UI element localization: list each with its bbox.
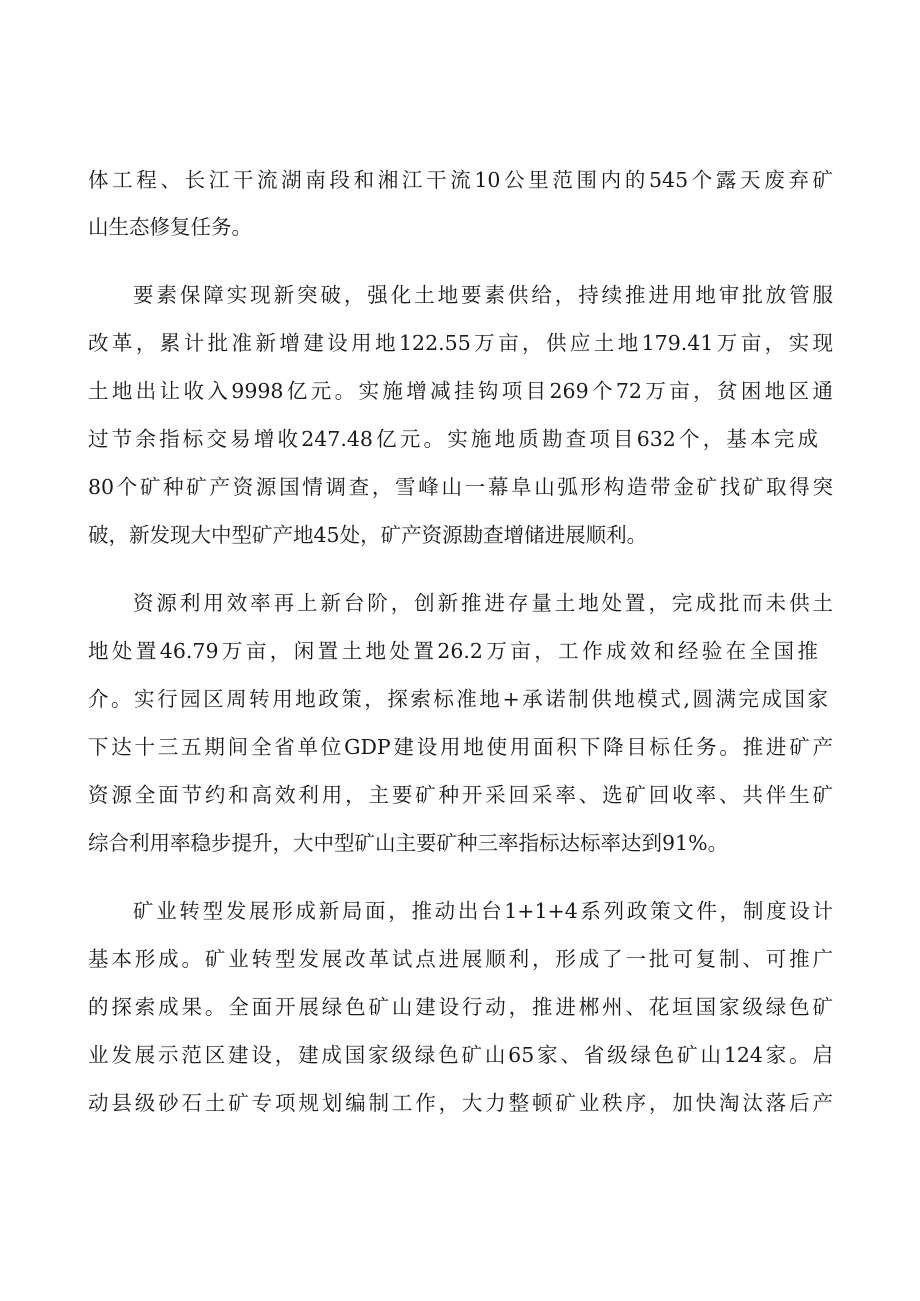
text-line-6: 过节余指标交易增收247.48亿元。实施地质勘查项目632个，基本完成 [88, 427, 818, 451]
text-line-11: 介。实行园区周转用地政策，探索标准地+承诺制供地模式,圆满完成国家 [88, 687, 828, 711]
text-line-18: 业发展示范区建设，建成国家级绿色矿山65家、省级绿色矿山124家。启 [88, 1043, 833, 1067]
text-line-3: 要素保障实现新突破，强化土地要素供给，持续推进用地审批放管服 [133, 283, 833, 307]
text-line-2: 山生态修复任务。 [88, 215, 252, 239]
text-line-9: 资源利用效率再上新台阶，创新推进存量土地处置，完成批而未供土 [133, 591, 833, 615]
text-line-14: 综合利用率稳步提升，大中型矿山主要矿种三率指标达标率达到91%。 [88, 831, 729, 855]
text-line-16: 基本形成。矿业转型发展改革试点进展顺利，形成了一批可复制、可推广 [88, 947, 833, 971]
text-line-1: 体工程、长江干流湖南段和湘江干流10公里范围内的545个露天废弃矿 [88, 168, 833, 192]
text-line-5: 土地出让收入9998亿元。实施增减挂钩项目269个72万亩，贫困地区通 [88, 379, 833, 403]
text-line-8: 破，新发现大中型矿产地45处，矿产资源勘查增储进展顺利。 [88, 523, 648, 547]
text-line-12: 下达十三五期间全省单位GDP建设用地使用面积下降目标任务。推进矿产 [88, 735, 833, 759]
text-line-17: 的探索成果。全面开展绿色矿山建设行动，推进郴州、花垣国家级绿色矿 [88, 995, 833, 1019]
text-line-4: 改革，累计批准新增建设用地122.55万亩，供应土地179.41万亩，实现 [88, 331, 833, 355]
text-line-7: 80个矿种矿产资源国情调查，雪峰山一幕阜山弧形构造带金矿找矿取得突 [88, 475, 833, 499]
text-line-19: 动县级砂石土矿专项规划编制工作，大力整顿矿业秩序，加快淘汰落后产 [88, 1091, 833, 1115]
text-line-10: 地处置46.79万亩，闲置土地处置26.2万亩，工作成效和经验在全国推 [88, 639, 818, 663]
text-line-13: 资源全面节约和高效利用，主要矿种开采回采率、选矿回收率、共伴生矿 [88, 783, 833, 807]
text-line-15: 矿业转型发展形成新局面，推动出台1+1+4系列政策文件，制度设计 [133, 899, 833, 923]
